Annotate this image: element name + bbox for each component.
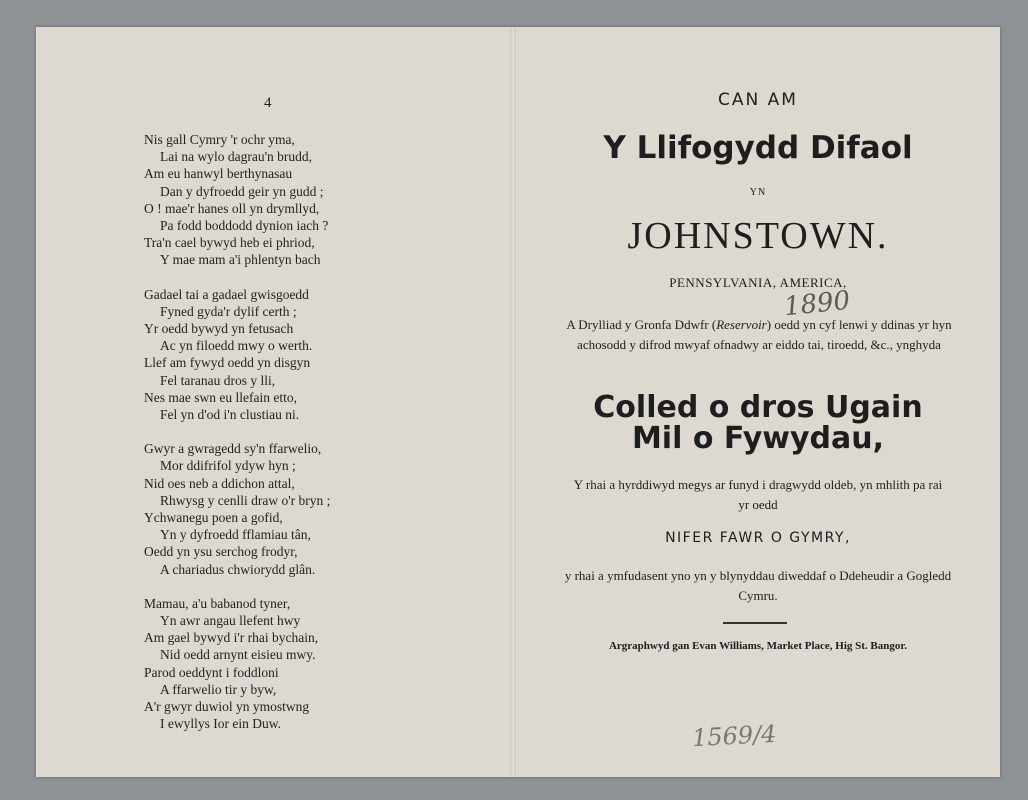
- poem-line: A ffarwelio tir y byw,: [160, 681, 277, 697]
- poem-line: Gwyr a gwragedd sy'n ffarwelio,: [144, 441, 322, 457]
- left-page: [36, 27, 510, 777]
- poem-line: Ychwanegu poen a gofid,: [144, 510, 283, 526]
- poem-line: Mor ddifrifol ydyw hyn ;: [160, 458, 296, 474]
- poem-line: Yr oedd bywyd yn fetusach: [144, 321, 294, 337]
- description-italic: Reservoir: [716, 317, 767, 332]
- poem-line: O ! mae'r hanes oll yn drymllyd,: [144, 200, 320, 216]
- handwritten-year: 1890: [782, 285, 852, 323]
- poem-line: Y mae mam a'i phlentyn bach: [160, 252, 321, 268]
- poem-line: Ac yn filoedd mwy o werth.: [160, 338, 313, 354]
- poem-line: I ewyllys Ior ein Duw.: [160, 716, 281, 732]
- poem-line: Pa fodd boddodd dynion iach ?: [160, 218, 329, 234]
- loss-heading: [516, 392, 1000, 454]
- victims-text: Y rhai a hyrddiwyd megys ar funyd i dragwydd oldeb, yn mhlith pa rai yr oedd: [573, 477, 943, 512]
- divider: [723, 622, 787, 624]
- description-text: ) oedd yn cyf lenwi y ddinas yr hyn achosodd y difrod mwyaf ofnadwy ar eiddo tai, tiroedd, &c., ynghyda: [577, 317, 952, 352]
- poem-line: Yn awr angau llefent hwy: [160, 613, 301, 629]
- poem-line: Fel yn d'od i'n clustiau ni.: [160, 407, 300, 423]
- description-text: A Drylliad y Gronfa Ddwfr (: [566, 317, 717, 332]
- stanza-4: [144, 595, 474, 733]
- heading-yn: YN: [749, 187, 767, 198]
- welsh-heading: NIFER FAWR O GYMRY,: [665, 530, 851, 546]
- place-name: JOHNSTOWN.: [627, 215, 889, 257]
- poem-line: Nis gall Cymry 'r ochr yma,: [144, 132, 295, 147]
- loss-heading-line-2: Mil o Fywydau,: [631, 421, 885, 456]
- poem-line: Am eu hanwyl berthynasau: [144, 166, 293, 182]
- poem-line: Rhwysg y cenlli draw o'r bryn ;: [160, 492, 331, 508]
- poem-line: Llef am fywyd oedd yn disgyn: [144, 355, 311, 371]
- emigrants-text: y rhai a ymfudasent yno yn y blynyddau diweddaf o Ddeheudir a Gogledd Cymru.: [564, 568, 952, 603]
- poem-line: Fel taranau dros y lli,: [160, 372, 276, 388]
- poem-line: Dan y dyfroedd geir yn gudd ;: [160, 183, 324, 199]
- stanza-3: [144, 440, 474, 578]
- description: [564, 315, 954, 355]
- poem-line: Parod oeddynt i foddloni: [144, 664, 279, 680]
- handwritten-reference: 1569/4: [691, 719, 778, 753]
- poem-line: Nid oes neb a ddichon attal,: [144, 475, 295, 491]
- poem-line: Mamau, a'u babanod tyner,: [144, 595, 291, 611]
- loss-heading-line-1: Colled o dros Ugain: [593, 390, 923, 425]
- stanza-2: [144, 286, 474, 424]
- poem-line: Gadael tai a gadael gwisgoedd: [144, 286, 309, 302]
- heading-can-am: CAN AM: [718, 90, 798, 110]
- poem-line: Tra'n cael bywyd heb ei phriod,: [144, 235, 315, 251]
- poem-line: Lai na wylo dagrau'n brudd,: [160, 149, 313, 165]
- poem-line: Oedd yn ysu serchog frodyr,: [144, 544, 298, 560]
- poem-line: Yn y dyfroedd fflamiau tân,: [160, 527, 311, 543]
- right-page: [516, 27, 1000, 777]
- poem-line: Nid oedd arnynt eisieu mwy.: [160, 647, 316, 663]
- title: Y Llifogydd Difaol: [603, 130, 913, 166]
- poem-line: A chariadus chwiorydd glân.: [160, 561, 316, 577]
- region-name: PENNSYLVANIA, AMERICA,: [669, 275, 847, 290]
- poem-line: Fyned gyda'r dylif certh ;: [160, 303, 297, 319]
- poem: [144, 131, 474, 750]
- stanza-1: [144, 131, 474, 269]
- poem-line: Nes mae swn eu llefain etto,: [144, 389, 297, 405]
- poem-line: A'r gwyr duwiol yn ymostwng: [144, 699, 310, 715]
- page-number: 4: [264, 95, 272, 111]
- printer-imprint: Argraphwyd gan Evan Williams, Market Place, Hig St. Bangor.: [608, 640, 908, 652]
- poem-line: Am gael bywyd i'r rhai bychain,: [144, 630, 319, 646]
